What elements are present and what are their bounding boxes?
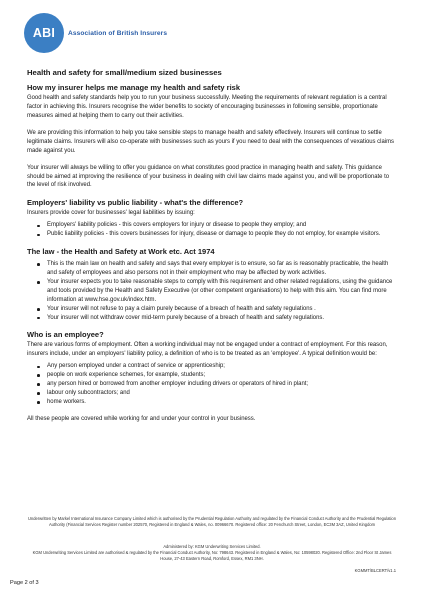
abi-logo: [24, 13, 167, 53]
list-item: any person hired or borrowed from another employer including drivers or operators of hired in plant;: [47, 380, 397, 389]
list-item: Public liability policies - this covers businesses for injury, disease or damage to people they do not employ, for example visitors.: [47, 230, 397, 239]
list-item: This is the main law on health and safety and says that every employer is to ensure, so far as is reasonably practicable, the health and safety of employees and also persons not in their employment who may be affected by work activities.: [47, 260, 397, 278]
list-item: home workers.: [47, 398, 397, 407]
paragraph: All these people are covered while working for and under your control in your business.: [27, 415, 256, 422]
page-title: Health and safety for small/medium sized businesses: [27, 68, 222, 77]
logo-mark: ABI: [24, 13, 64, 53]
law-list: [27, 260, 397, 322]
logo-name: Association of British Insurers: [68, 29, 168, 37]
paragraph: Your insurer will always be willing to offer you guidance on what constitutes good practice in managing health and safety. This guidance should be aimed at improving the resilience of your business in dealing with civil law claims made against you, and will be proportionate to the level of risk involved.: [27, 164, 390, 189]
list-item: Any person employed under a contract of service or apprenticeship;: [47, 362, 397, 371]
footer-text: Administered by: KGM Underwriting Services Limited.: [163, 544, 261, 549]
document-body: [27, 68, 397, 432]
list-item: labour only subcontractors; and: [47, 389, 397, 398]
employee-list: [27, 362, 397, 407]
section-heading-law: The law - the Health and Safety at Work etc. Act 1974: [27, 247, 215, 257]
paragraph: We are providing this information to help you take sensible steps to manage health and safety effectively. Insurers will continue to settle legitimate claims. Insurers will also co-operate with businesses such as yours if you need to deal with the consequences of vexatious claims made against you.: [27, 129, 394, 154]
list-item: Your insurer will not withdraw cover mid-term purely because of a breach of health and safety regulations.: [47, 314, 397, 323]
section-heading-insurer: How my insurer helps me manage my health and safety risk: [27, 83, 240, 93]
footer-text: KGM Underwriting Services Limited are authorised & regulated by the Financial Conduct Authority, No: 798643. Registered in England & Wales, No: 10598020. Registered Office: 2nd Floor St James House, 27-43 Eastern Road, Romford, Essex, RM1 3NH.: [32, 550, 392, 562]
list-item: Your insurer expects you to take reasonable steps to comply with this requirement and other related regulations, using the guidance and tools provided by the Health and Safety Executive (or other competent organisations) to help with this aim. You can find more information at www.hse.gov.uk/index.htm.: [47, 278, 397, 305]
footer-text: Underwritten by Markel International Insurance Company Limited which is authorised by the Prudential Regulation Authority and regulated by the Financial Conduct Authority and the Prudential Regulation Authority (Financial Services Register number 202570, Registered in England & Wales, no. 00966670. Registered office: 20 Fenchurch Street, London, EC3M 3AZ, United Kingdom: [28, 516, 396, 528]
paragraph: Insurers provide cover for businesses' legal liabilities by issuing:: [27, 210, 195, 217]
liability-list: [27, 221, 397, 239]
list-item: Employers' liability policies - this covers employers for injury or disease to people they employ; and: [47, 221, 397, 230]
section-heading-employee: Who is an employee?: [27, 330, 104, 340]
section-heading-liability: Employers' liability vs public liability - what's the difference?: [27, 198, 244, 208]
page-number: Page 2 of 3: [10, 580, 39, 586]
footer-underwriter: [27, 516, 397, 528]
list-item: Your insurer will not refuse to pay a claim purely because of a breach of health and safety regulations .: [47, 305, 397, 314]
paragraph: Good health and safety standards help you to run your business successfully. Meeting the requirements of relevant regulation is a central factor in achieving this. Insurers recognise the wider benefits to society of encouraging businesses in following sensible, proportionate measures aimed at helping them to carry out their activities.: [27, 95, 387, 120]
list-item: people on work experience schemes, for example, students;: [47, 371, 397, 380]
paragraph: There are various forms of employment. Often a working individual may not be engaged under a contract of employment. For this reason, insurers include, under an employers' liability policy, a definition of who is to be treated as an 'employee'. A typical definition would be:: [27, 342, 388, 358]
document-reference: KGMMT/BLCERT/v1.1: [354, 568, 396, 573]
footer-administrator: [27, 544, 397, 563]
